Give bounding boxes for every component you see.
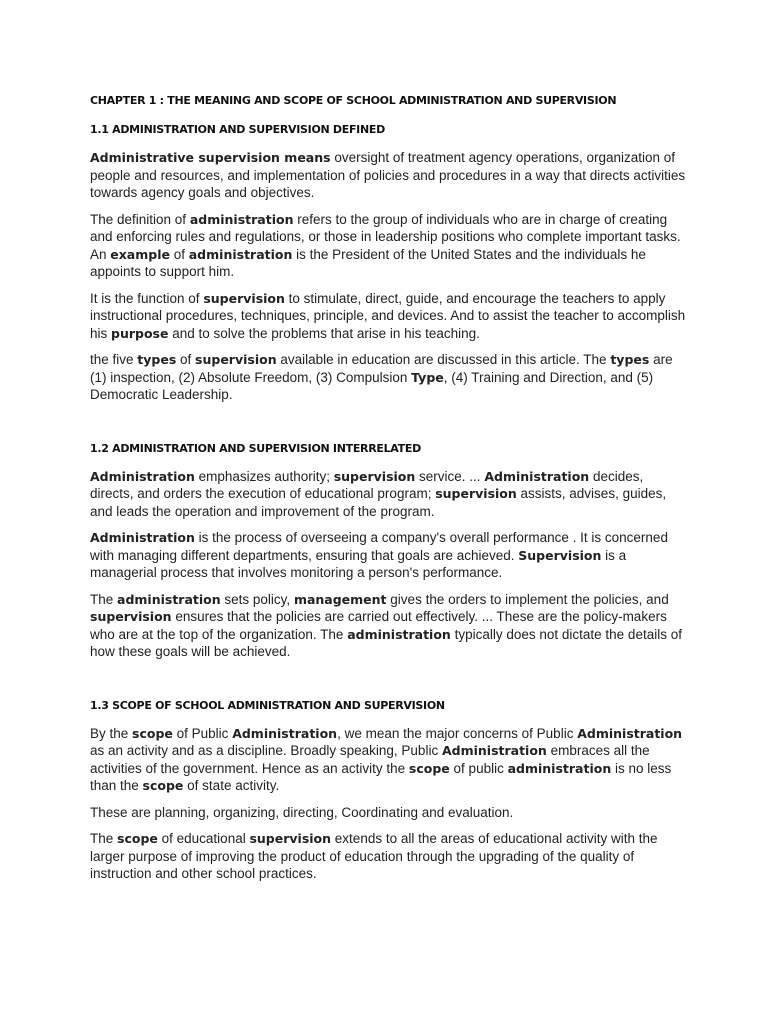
bold-term: administration — [347, 626, 451, 642]
text-run: The — [90, 831, 118, 846]
text-run: of educational — [157, 831, 250, 846]
text-run: , (4) Training and Direction, and (5) Democratic Leadership. — [90, 369, 654, 402]
bold-term: Administrative supervision means — [90, 150, 331, 165]
paragraph — [90, 725, 690, 795]
bold-term: management — [293, 591, 387, 607]
text-run: It is the function of — [90, 290, 204, 306]
chapter-title: CHAPTER 1 : THE MEANING AND SCOPE OF SCHOOL ADMINISTRATION AND SUPERVISION — [90, 94, 617, 107]
section-heading: 1.1 ADMINISTRATION AND SUPERVISION DEFINED — [90, 123, 385, 136]
bold-term: types — [610, 352, 650, 367]
text-run: emphasizes authority; — [194, 468, 334, 484]
text-run: refers to the group of individuals who are in charge of creating and enforcing rules and regulations, or those in leadership positions who complete important tasks. An — [90, 211, 681, 262]
text-run: available in education are discussed in this article. The — [276, 352, 611, 367]
bold-term: supervision — [333, 468, 416, 484]
text-run: service. ... — [415, 468, 485, 484]
bold-term: Administration — [232, 725, 338, 741]
bold-term: supervision — [90, 609, 172, 624]
paragraph — [90, 804, 690, 822]
text-run: of — [176, 352, 196, 367]
bold-term: supervision — [435, 486, 517, 501]
bold-term: Administration — [441, 743, 547, 758]
text-run: and to solve the problems that arise in his teaching. — [168, 325, 480, 341]
bold-term: purpose — [111, 325, 169, 341]
text-run: ensures that the policies are carried out effectively. ... These are the policy-makers who are at the top of the organization. The — [90, 609, 667, 642]
paragraph — [90, 290, 690, 343]
text-run: The — [90, 591, 118, 607]
bold-term: Administration — [90, 530, 195, 545]
paragraph — [90, 468, 690, 521]
paragraph — [90, 591, 690, 661]
text-run: The definition of — [90, 211, 190, 227]
bold-term: supervision — [203, 290, 285, 306]
text-run: sets policy, — [220, 591, 294, 607]
text-run: to stimulate, direct, guide, and encourage the teachers to apply instructional procedures, techniques, principle, and devices. And to assist the teacher to accomplish his — [90, 290, 686, 341]
text-run: of Public — [172, 725, 233, 741]
paragraph — [90, 351, 690, 404]
bold-term: Administration — [90, 468, 195, 484]
text-run: of state activity. — [183, 778, 280, 793]
text-run: is a managerial process that involves monitoring a person's performance. — [90, 547, 627, 580]
text-run: is no less than the — [90, 760, 672, 793]
text-run: , we mean the major concerns of Public — [337, 725, 578, 741]
bold-term: administration — [507, 760, 612, 776]
section-heading: 1.3 SCOPE OF SCHOOL ADMINISTRATION AND SUPERVISION — [90, 698, 445, 712]
bold-term: Type — [411, 369, 444, 385]
text-run: gives the orders to implement the policies, and — [386, 591, 669, 607]
bold-term: scope — [117, 831, 158, 846]
bold-term: scope — [132, 725, 173, 741]
text-run: is the process of overseeing a company's overall performance . It is concerned with managing different departments, ensuring that goals are achieved. — [90, 530, 668, 563]
bold-term: administration — [188, 246, 293, 262]
text-run: oversight of treatment agency operations, organization of people and resources, and implementation of policies and procedures in a way that directs activities towards agency goals and objectives. — [90, 150, 686, 200]
text-run: These are planning, organizing, directing, Coordinating and evaluation. — [90, 804, 514, 820]
text-run: is the President of the United States and the individuals he appoints to support him. — [90, 246, 646, 279]
bold-term: scope — [408, 760, 450, 776]
bold-term: supervision — [195, 352, 277, 367]
section-heading: 1.2 ADMINISTRATION AND SUPERVISION INTERRELATED — [90, 441, 421, 455]
text-run: decides, directs, and orders the execution of educational program; — [90, 468, 644, 501]
text-run: of public — [449, 760, 508, 776]
bold-term: scope — [142, 778, 184, 793]
paragraph — [90, 830, 690, 883]
bold-term: types — [137, 352, 177, 367]
bold-term: supervision — [249, 831, 332, 846]
bold-term: Supervision — [518, 547, 602, 563]
text-run: assists, advises, guides, and leads the operation and improvement of the program. — [90, 486, 667, 519]
bold-term: administration — [189, 211, 294, 227]
document-page — [90, 94, 690, 883]
bold-term: example — [110, 246, 170, 262]
bold-term: administration — [117, 591, 221, 607]
bold-term: Administration — [484, 468, 590, 484]
text-run: as an activity and as a discipline. Broadly speaking, Public — [90, 743, 442, 758]
paragraph — [90, 149, 690, 202]
text-run: embraces all the activities of the government. Hence as an activity the — [90, 743, 650, 776]
paragraph — [90, 529, 690, 582]
bold-term: Administration — [577, 725, 683, 741]
text-run: are (1) inspection, (2) Absolute Freedom, (3) Compulsion — [90, 352, 673, 385]
text-run: of — [169, 246, 189, 262]
paragraph — [90, 211, 690, 281]
text-run: typically does not dictate the details of how these goals will be achieved. — [90, 626, 682, 659]
text-run: extends to all the areas of educational activity with the larger purpose of improving the product of education through the upgrading of the quality of instruction and other school practices. — [90, 831, 658, 881]
text-run: the five — [90, 352, 138, 367]
text-run: By the — [90, 725, 133, 741]
